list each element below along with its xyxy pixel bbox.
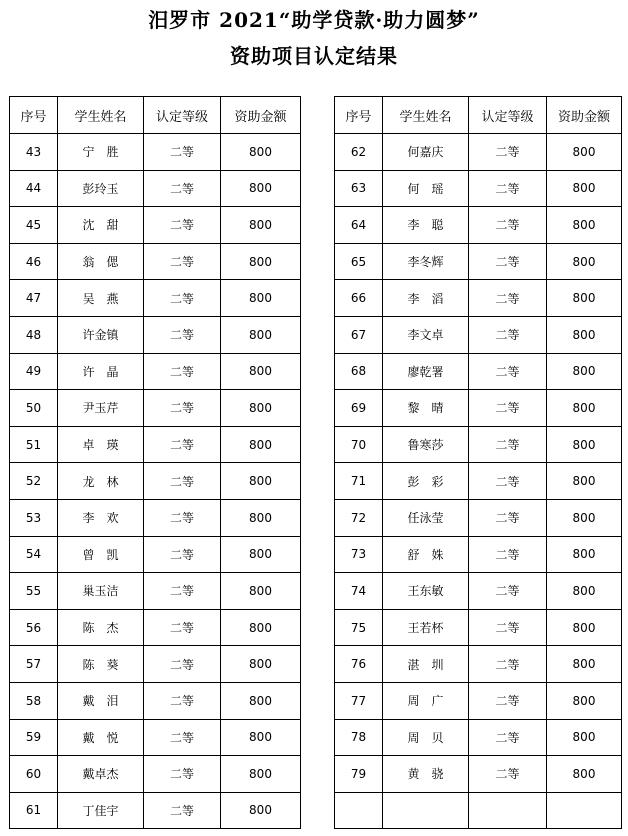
- cell-grade: 二等: [144, 682, 221, 719]
- cell-amount: 800: [221, 499, 301, 536]
- cell-grade: 二等: [144, 243, 221, 280]
- header-student-name: 学生姓名: [383, 97, 469, 134]
- cell-serial: 51: [10, 426, 58, 463]
- cell-student-name: 黎 晴: [383, 390, 469, 427]
- table-row: [335, 573, 622, 610]
- cell-serial: 53: [10, 499, 58, 536]
- cell-student-name: 丁佳宇: [58, 792, 144, 829]
- table-header: [10, 97, 301, 134]
- cell-grade: 二等: [144, 207, 221, 244]
- cell-grade: 二等: [469, 463, 547, 500]
- cell-grade: 二等: [469, 390, 547, 427]
- table-body: [335, 134, 622, 829]
- cell-grade: 二等: [144, 756, 221, 793]
- table-row: [335, 719, 622, 756]
- cell-grade: 二等: [469, 499, 547, 536]
- cell-grade: 二等: [469, 243, 547, 280]
- cell-grade: 二等: [469, 134, 547, 171]
- cell-amount: 800: [221, 792, 301, 829]
- cell-amount: 800: [221, 573, 301, 610]
- table-row: [335, 170, 622, 207]
- cell-amount: 800: [221, 756, 301, 793]
- cell-serial: 54: [10, 536, 58, 573]
- cell-grade: 二等: [469, 573, 547, 610]
- table-row: [10, 390, 301, 427]
- cell-serial: 46: [10, 243, 58, 280]
- cell-student-name: 戴 泪: [58, 682, 144, 719]
- cell-amount: 800: [547, 243, 622, 280]
- cell-amount: 800: [547, 463, 622, 500]
- cell-student-name: 许 晶: [58, 353, 144, 390]
- cell-grade: 二等: [469, 316, 547, 353]
- cell-serial: 78: [335, 719, 383, 756]
- table-row: [335, 756, 622, 793]
- cell-serial: 66: [335, 280, 383, 317]
- cell-serial: 64: [335, 207, 383, 244]
- table-row: [10, 134, 301, 171]
- cell-amount: 800: [547, 134, 622, 171]
- cell-student-name: 周 广: [383, 682, 469, 719]
- table-row: [10, 353, 301, 390]
- cell-serial: 72: [335, 499, 383, 536]
- cell-amount: 800: [547, 207, 622, 244]
- cell-serial: 71: [335, 463, 383, 500]
- cell-serial: 68: [335, 353, 383, 390]
- cell-grade: 二等: [144, 170, 221, 207]
- cell-amount: 800: [221, 682, 301, 719]
- header-grade: 认定等级: [144, 97, 221, 134]
- document-title-line2: 资助项目认定结果: [230, 44, 398, 68]
- cell-serial: 57: [10, 646, 58, 683]
- cell-grade: 二等: [144, 792, 221, 829]
- document-title-line1: 汨罗市 2021“助学贷款·助力圆梦”: [148, 8, 480, 32]
- header-amount: 资助金额: [221, 97, 301, 134]
- cell-student-name: 卓 瑛: [58, 426, 144, 463]
- table-row: [10, 573, 301, 610]
- table-row: [335, 463, 622, 500]
- cell-student-name: 彭玲玉: [58, 170, 144, 207]
- table-row: [10, 792, 301, 829]
- cell-student-name: 李 欢: [58, 499, 144, 536]
- table-row: [335, 499, 622, 536]
- cell-serial: 58: [10, 682, 58, 719]
- cell-student-name: 鲁寒莎: [383, 426, 469, 463]
- cell-grade: 二等: [144, 390, 221, 427]
- table-row: [335, 426, 622, 463]
- cell-serial: 69: [335, 390, 383, 427]
- cell-amount: 800: [221, 134, 301, 171]
- cell-student-name: 湛 圳: [383, 646, 469, 683]
- cell-student-name: 陈 葵: [58, 646, 144, 683]
- cell-amount: 800: [547, 353, 622, 390]
- header-student-name: 学生姓名: [58, 97, 144, 134]
- cell-grade: 二等: [144, 719, 221, 756]
- table-row: [10, 609, 301, 646]
- cell-grade: 二等: [469, 280, 547, 317]
- cell-student-name: 任泳莹: [383, 499, 469, 536]
- cell-serial: 49: [10, 353, 58, 390]
- cell-amount: 800: [221, 463, 301, 500]
- cell-amount: 800: [547, 719, 622, 756]
- table-row: [10, 646, 301, 683]
- cell-student-name: 曾 凯: [58, 536, 144, 573]
- cell-serial: 70: [335, 426, 383, 463]
- cell-serial: 50: [10, 390, 58, 427]
- table-row: [10, 170, 301, 207]
- cell-amount: 800: [221, 243, 301, 280]
- cell-grade: 二等: [469, 170, 547, 207]
- cell-student-name: 宁 胜: [58, 134, 144, 171]
- table-row: [335, 353, 622, 390]
- table-row: [10, 536, 301, 573]
- cell-serial: 65: [335, 243, 383, 280]
- table-row: [335, 792, 622, 829]
- cell-serial: 52: [10, 463, 58, 500]
- cell-serial: 63: [335, 170, 383, 207]
- table-row: [10, 499, 301, 536]
- cell-serial: 43: [10, 134, 58, 171]
- cell-amount: 800: [547, 499, 622, 536]
- cell-amount: 800: [547, 536, 622, 573]
- cell-student-name: 陈 杰: [58, 609, 144, 646]
- table-header: [335, 97, 622, 134]
- cell-serial: 76: [335, 646, 383, 683]
- cell-grade: 二等: [469, 426, 547, 463]
- cell-serial: 77: [335, 682, 383, 719]
- cell-student-name: 巢玉洁: [58, 573, 144, 610]
- table-row: [335, 134, 622, 171]
- cell-serial: 73: [335, 536, 383, 573]
- cell-amount: 800: [221, 170, 301, 207]
- cell-grade: 二等: [144, 426, 221, 463]
- header-grade: 认定等级: [469, 97, 547, 134]
- cell-serial: 75: [335, 609, 383, 646]
- cell-student-name: 翁 偲: [58, 243, 144, 280]
- table-body: [10, 134, 301, 829]
- header-serial: 序号: [335, 97, 383, 134]
- cell-amount: 800: [221, 353, 301, 390]
- cell-amount: 800: [547, 756, 622, 793]
- cell-amount: 800: [221, 280, 301, 317]
- cell-student-name: [383, 792, 469, 829]
- cell-serial: 61: [10, 792, 58, 829]
- header-amount: 资助金额: [547, 97, 622, 134]
- cell-grade: 二等: [144, 536, 221, 573]
- cell-student-name: 黄 骁: [383, 756, 469, 793]
- cell-amount: 800: [547, 573, 622, 610]
- cell-amount: 800: [547, 609, 622, 646]
- table-row: [10, 463, 301, 500]
- table-row: [335, 390, 622, 427]
- table-row: [10, 243, 301, 280]
- header-serial: 序号: [10, 97, 58, 134]
- cell-amount: 800: [221, 390, 301, 427]
- cell-amount: 800: [221, 426, 301, 463]
- table-row: [335, 536, 622, 573]
- table-row: [10, 207, 301, 244]
- cell-amount: 800: [221, 719, 301, 756]
- cell-amount: 800: [221, 536, 301, 573]
- cell-serial: 48: [10, 316, 58, 353]
- header-row: [335, 97, 622, 134]
- cell-grade: [469, 792, 547, 829]
- cell-grade: 二等: [144, 646, 221, 683]
- cell-grade: 二等: [144, 463, 221, 500]
- cell-serial: 45: [10, 207, 58, 244]
- cell-grade: 二等: [469, 207, 547, 244]
- cell-student-name: 李 聪: [383, 207, 469, 244]
- cell-amount: 800: [221, 609, 301, 646]
- cell-amount: 800: [547, 646, 622, 683]
- cell-amount: [547, 792, 622, 829]
- cell-grade: 二等: [469, 719, 547, 756]
- table-row: [335, 316, 622, 353]
- cell-student-name: 戴 悦: [58, 719, 144, 756]
- cell-serial: 59: [10, 719, 58, 756]
- table-row: [335, 280, 622, 317]
- cell-grade: 二等: [469, 353, 547, 390]
- cell-grade: 二等: [469, 756, 547, 793]
- table-row: [335, 207, 622, 244]
- cell-student-name: 李 滔: [383, 280, 469, 317]
- cell-amount: 800: [547, 316, 622, 353]
- cell-amount: 800: [547, 426, 622, 463]
- cell-student-name: 沈 甜: [58, 207, 144, 244]
- table-row: [335, 646, 622, 683]
- table-row: [335, 243, 622, 280]
- cell-grade: 二等: [144, 499, 221, 536]
- table-row: [10, 682, 301, 719]
- cell-amount: 800: [221, 646, 301, 683]
- cell-grade: 二等: [469, 682, 547, 719]
- header-row: [10, 97, 301, 134]
- cell-student-name: 龙 林: [58, 463, 144, 500]
- table-row: [335, 682, 622, 719]
- table-row: [10, 756, 301, 793]
- cell-grade: 二等: [469, 609, 547, 646]
- cell-amount: 800: [547, 280, 622, 317]
- cell-amount: 800: [547, 682, 622, 719]
- cell-student-name: 尹玉芹: [58, 390, 144, 427]
- cell-serial: 79: [335, 756, 383, 793]
- results-table-right: [334, 96, 622, 829]
- cell-grade: 二等: [144, 353, 221, 390]
- table-row: [10, 426, 301, 463]
- cell-student-name: 李冬辉: [383, 243, 469, 280]
- cell-serial: [335, 792, 383, 829]
- cell-student-name: 周 贝: [383, 719, 469, 756]
- cell-student-name: 何 瑶: [383, 170, 469, 207]
- table-row: [335, 609, 622, 646]
- cell-student-name: 戴卓杰: [58, 756, 144, 793]
- table-row: [10, 280, 301, 317]
- cell-grade: 二等: [144, 134, 221, 171]
- cell-amount: 800: [547, 390, 622, 427]
- cell-student-name: 李文卓: [383, 316, 469, 353]
- cell-serial: 67: [335, 316, 383, 353]
- cell-grade: 二等: [144, 316, 221, 353]
- table-row: [10, 719, 301, 756]
- cell-amount: 800: [221, 316, 301, 353]
- cell-student-name: 王东敏: [383, 573, 469, 610]
- cell-student-name: 王若杯: [383, 609, 469, 646]
- cell-serial: 44: [10, 170, 58, 207]
- cell-serial: 47: [10, 280, 58, 317]
- cell-student-name: 舒 姝: [383, 536, 469, 573]
- cell-serial: 60: [10, 756, 58, 793]
- cell-student-name: 吴 燕: [58, 280, 144, 317]
- cell-student-name: 彭 彩: [383, 463, 469, 500]
- table-row: [10, 316, 301, 353]
- cell-amount: 800: [221, 207, 301, 244]
- cell-serial: 62: [335, 134, 383, 171]
- cell-serial: 56: [10, 609, 58, 646]
- cell-student-name: 廖乾署: [383, 353, 469, 390]
- cell-grade: 二等: [144, 609, 221, 646]
- cell-serial: 55: [10, 573, 58, 610]
- cell-grade: 二等: [469, 646, 547, 683]
- cell-serial: 74: [335, 573, 383, 610]
- cell-grade: 二等: [144, 573, 221, 610]
- cell-grade: 二等: [144, 280, 221, 317]
- cell-student-name: 何嘉庆: [383, 134, 469, 171]
- cell-grade: 二等: [469, 536, 547, 573]
- cell-student-name: 许金镇: [58, 316, 144, 353]
- results-table-left: [9, 96, 301, 829]
- cell-amount: 800: [547, 170, 622, 207]
